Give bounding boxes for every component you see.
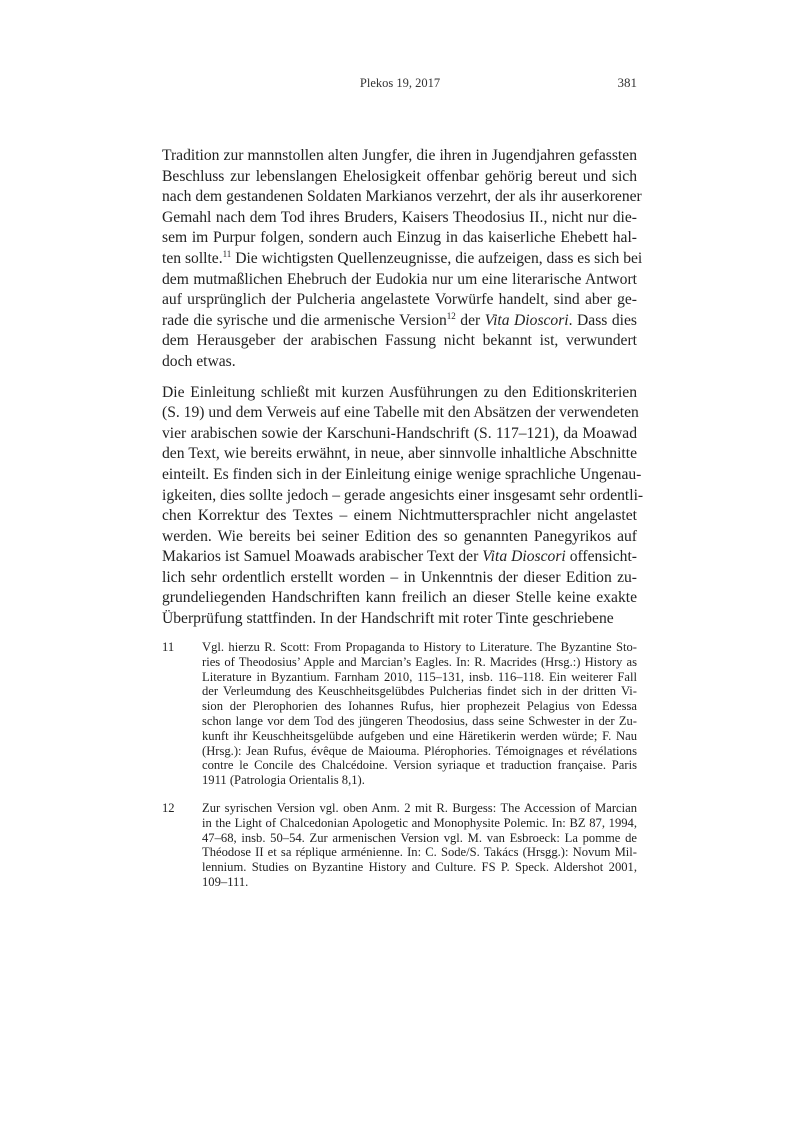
footnote-reference: 11 bbox=[222, 248, 232, 259]
text-line bbox=[162, 383, 637, 404]
text-line bbox=[162, 331, 637, 352]
text-segment: der bbox=[455, 311, 485, 329]
page-number: 381 bbox=[617, 75, 637, 90]
text-segment: dem mutmaßlichen Ehebruch der Eudokia nur um eine literarische Antwort bbox=[162, 270, 637, 288]
footnote-line: Literature in Byzantium. Farnham 2010, 115–131, insb. 116–118. Ein weiterer Fall bbox=[202, 669, 637, 684]
footnote-line: lennium. Studies on Byzantine History and Culture. FS P. Speck. Aldershot 2001, bbox=[202, 860, 637, 875]
running-header: Plekos 19, 2017 bbox=[359, 76, 441, 90]
text-segment: Tradition zur mannstollen alten Jungfer, die ihren in Jugendjahren gefassten bbox=[162, 147, 637, 164]
italic-title: Vita Dioscori bbox=[484, 311, 569, 329]
footnote-line: schon lange vor dem Tod des jüngeren Theodosius, dass seine Schwester in der Zu- bbox=[202, 713, 637, 728]
text-segment: ten sollte. bbox=[162, 249, 223, 267]
footnote-reference: 12 bbox=[446, 310, 456, 321]
text-line bbox=[162, 486, 644, 507]
text-line bbox=[162, 403, 637, 424]
text-line bbox=[162, 146, 637, 167]
text-line bbox=[162, 311, 637, 332]
footnote-number: 12 bbox=[162, 800, 175, 815]
footnote-line: Zur syrischen Version vgl. oben Anm. 2 mit R. Burgess: The Accession of Marcian bbox=[202, 800, 637, 815]
paragraph bbox=[162, 383, 644, 630]
text-line bbox=[162, 588, 637, 609]
footnote-line: kunft ihr Keuschheitsgelübde aufgeben und eine Häretikerin werden würde; F. Nau bbox=[202, 728, 637, 743]
text-line bbox=[162, 228, 637, 249]
text-segment: Die wichtigsten Quellenzeugnisse, die aufzeigen, dass es sich bei bbox=[231, 249, 643, 267]
text-line bbox=[162, 290, 637, 311]
footnote-line: ries of Theodosius’ Apple and Marcian’s Eagles. In: R. Macrides (Hrsg.:) History as bbox=[202, 654, 637, 669]
text-segment: grundeliegenden Handschriften kann freilich an dieser Stelle keine exakte bbox=[162, 589, 637, 607]
text-line bbox=[162, 248, 643, 270]
text-segment: rade die syrische und die armenische Version bbox=[162, 311, 447, 329]
text-line bbox=[162, 568, 637, 589]
text-segment: Beschluss zur lebenslangen Ehelosigkeit offenbar gehörig bereut und sich bbox=[162, 167, 637, 185]
footnote-line: der Verleumdung des Keuschheitsgelübdes Pulcherias findet sich in der dritten Vi- bbox=[202, 684, 637, 699]
text-line bbox=[162, 352, 637, 373]
paragraph bbox=[162, 146, 643, 373]
footnote-line: Vgl. hierzu R. Scott: From Propaganda to History to Literature. The Byzantine Sto- bbox=[202, 640, 637, 654]
text-line bbox=[162, 609, 637, 630]
text-segment: sem im Purpur folgen, sondern auch Einzug in das kaiserliche Ehebett hal- bbox=[162, 229, 637, 247]
text-segment: dem Herausgeber der arabischen Fassung nicht bekannt ist, verwundert bbox=[162, 332, 637, 350]
footnotes bbox=[162, 640, 637, 903]
text-segment: Makarios ist Samuel Moawads arabischer Text der bbox=[162, 548, 483, 566]
text-segment: Die Einleitung schließt mit kurzen Ausführungen zu den Editionskriterien bbox=[162, 383, 637, 401]
text-segment: Gemahl nach dem Tod ihres Bruders, Kaisers Theodosius II., nicht nur die- bbox=[162, 208, 637, 226]
footnote-line: 1911 (Patrologia Orientalis 8,1). bbox=[202, 773, 365, 788]
footnote-number: 11 bbox=[162, 640, 175, 654]
footnote-line: 47–68, insb. 50–54. Zur armenischen Version vgl. M. van Esbroeck: La pomme de bbox=[202, 830, 637, 845]
text-line bbox=[162, 506, 637, 527]
text-segment: einteilt. Es finden sich in der Einleitung einige wenige sprachliche Ungenau- bbox=[162, 465, 642, 483]
text-segment: igkeiten, dies sollte jedoch – gerade angesichts einer insgesamt sehr ordentli- bbox=[162, 486, 644, 504]
text-segment: auf ursprünglich der Pulcheria angelastete Vorwürfe handelt, sind aber ge- bbox=[162, 291, 637, 309]
text-segment: offensicht- bbox=[565, 548, 637, 566]
footnote-line: in the Light of Chalcedonian Apologetic and Monophysite Polemic. In: BZ 87, 1994, bbox=[202, 815, 637, 830]
footnote-line: contre le Concile des Chalcédoine. Version syriaque et traduction française. Paris bbox=[202, 758, 637, 773]
footnote bbox=[162, 640, 637, 788]
text-line bbox=[162, 465, 642, 486]
text-segment: den Text, wie bereits erwähnt, in neue, aber sinnvolle inhaltliche Abschnitte bbox=[162, 445, 637, 463]
text-segment: doch etwas. bbox=[162, 352, 236, 370]
text-segment: (S. 19) und dem Verweis auf eine Tabelle mit den Absätzen der verwendeten bbox=[162, 404, 639, 422]
text-segment: nach dem gestandenen Soldaten Markianos verzehrt, der als ihr auserkorener bbox=[162, 188, 642, 206]
footnote-line: 109–111. bbox=[202, 874, 249, 889]
text-segment: . Dass dies bbox=[568, 311, 637, 329]
footnote-line: (Hrsg.): Jean Rufus, évêque de Maiouma. Plérophories. Témoignages et révélations bbox=[202, 743, 637, 758]
italic-title: Vita Dioscori bbox=[482, 548, 566, 566]
text-segment: lich sehr ordentlich erstellt worden – in Unkenntnis der dieser Edition zu- bbox=[162, 568, 637, 586]
text-segment: vier arabischen sowie der Karschuni-Handschrift (S. 117–121), da Moawad bbox=[162, 424, 637, 442]
text-line bbox=[162, 270, 637, 291]
text-line bbox=[162, 527, 637, 548]
text-line bbox=[162, 187, 642, 208]
text-segment: werden. Wie bereits bei seiner Edition des so genannten Panegyrikos auf bbox=[162, 527, 637, 545]
text-line bbox=[162, 424, 637, 445]
text-segment: Überprüfung stattfinden. In der Handschrift mit roter Tinte geschriebene bbox=[162, 610, 614, 628]
text-line bbox=[162, 167, 637, 188]
footnote-line: Théodose II et sa réplique arménienne. In: C. Sode/S. Takács (Hrsgg.): Novum Mil- bbox=[202, 845, 637, 860]
body-text bbox=[162, 146, 644, 640]
text-line bbox=[162, 444, 637, 465]
text-segment: chen Korrektur des Textes – einem Nichtmuttersprachler nicht angelastet bbox=[162, 507, 637, 525]
text-line bbox=[162, 547, 637, 568]
text-line bbox=[162, 208, 637, 229]
footnote bbox=[162, 801, 637, 890]
footnote-line: sion der Plerophorien des Iohannes Rufus, hier prophezeit Pelagius von Edessa bbox=[202, 699, 637, 714]
